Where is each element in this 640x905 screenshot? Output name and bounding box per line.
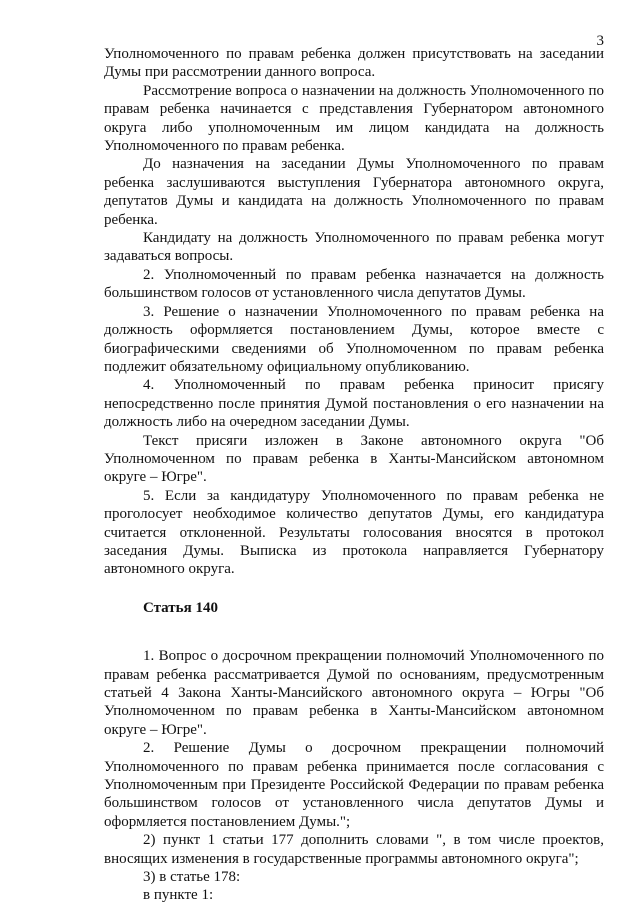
- page-number: 3: [596, 33, 604, 49]
- paragraph: Рассмотрение вопроса о назначении на должность Уполномоченного по правам ребенка начинается с представления Губернатором автономного округа либо уполномоченным им лицом кандидата на должность Уполномоченного по правам ребенка.: [104, 82, 604, 155]
- paragraph: Текст присяги изложен в Законе автономного округа "Об Уполномоченном по правам ребенка в Ханты-Мансийском автономном округе – Югре".: [104, 432, 604, 486]
- paragraph: 3. Решение о назначении Уполномоченного по правам ребенка на должность оформляется постановлением Думы, которое вместе с биографическими сведениями об Уполномоченном по правам ребенка подлежит обязательному официальному опубликованию.: [104, 303, 604, 375]
- paragraph: 4. Уполномоченный по правам ребенка приносит присягу непосредственно после принятия Думой постановления о его назначении на должность либо на очередном заседании Думы.: [104, 377, 604, 431]
- paragraph: Уполномоченного по правам ребенка должен присутствовать на заседании Думы при рассмотрении данного вопроса.: [104, 46, 604, 81]
- paragraph: Кандидату на должность Уполномоченного по правам ребенка могут задаваться вопросы.: [104, 230, 604, 265]
- paragraph: 1. Вопрос о досрочном прекращении полномочий Уполномоченного по правам ребенка рассматривается Думой по основаниям, предусмотренным статьей 4 Закона Ханты-Мансийского автономного округа – Югры "Об Уполномоченном по правам ребенка в Ханты-Мансийском автономном округе – Югре".: [104, 648, 604, 738]
- document-body: [104, 45, 604, 905]
- article-heading: Статья 140: [143, 599, 218, 616]
- paragraph: 2. Решение Думы о досрочном прекращении полномочий Уполномоченного по правам ребенка принимается после согласования с Уполномоченным при Президенте Российской Федерации по правам ребенка большинством голосов от установленного числа депутатов Думы и оформляется постановлением Думы.";: [104, 740, 604, 830]
- paragraph: 5. Если за кандидатуру Уполномоченного по правам ребенка не проголосует необходимое количество депутатов Думы, его кандидатура считается отклоненной. Результаты голосования вносятся в протокол заседания Думы. Выписка из протокола направляется Губернатору автономного округа.: [104, 487, 604, 578]
- paragraph: До назначения на заседании Думы Уполномоченного по правам ребенка заслушиваются выступления Губернатора автономного округа, депутатов Думы и кандидата на должность Уполномоченного по правам ребенка.: [104, 156, 604, 228]
- paragraph: в пункте 1:: [143, 887, 214, 904]
- paragraph: 2. Уполномоченный по правам ребенка назначается на должность большинством голосов от установленного числа депутатов Думы.: [104, 266, 604, 302]
- paragraph: 2) пункт 1 статьи 177 дополнить словами ", в том числе проектов, вносящих изменения в государственные программы автономного округа";: [104, 832, 604, 867]
- paragraph: 3) в статье 178:: [143, 869, 241, 886]
